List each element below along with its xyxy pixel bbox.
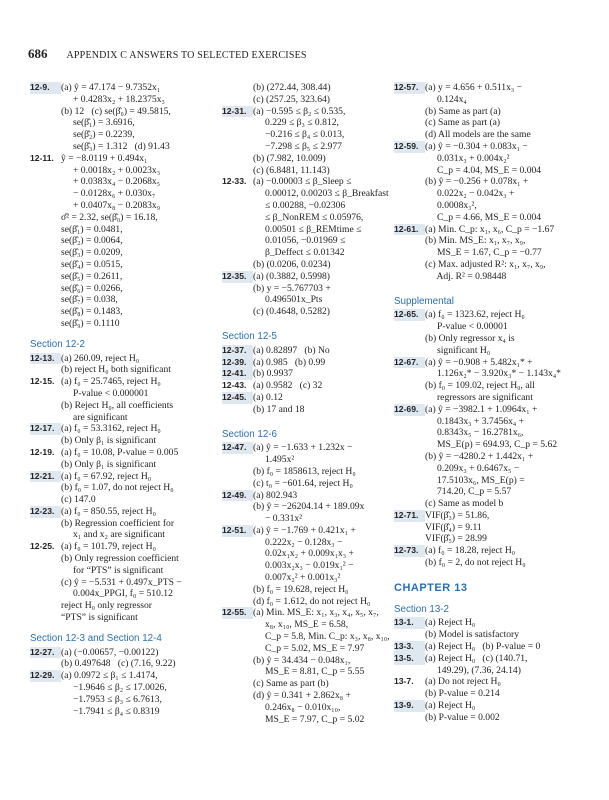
exercise-number: 12-33. xyxy=(222,176,247,187)
answer-line: (c) (0.4648, 0.5282) xyxy=(253,306,330,318)
exercise-entry xyxy=(222,357,392,369)
exercise-number: 12-39. xyxy=(222,357,253,369)
answer-line: (d) ŷ = 0.341 + 2.862x₈ + xyxy=(253,690,351,702)
answer-line: C_p = 4.04, MS_E = 0.004 xyxy=(425,164,542,176)
answer-line: for “PTS” is significant xyxy=(61,564,164,576)
exercise-number: 12-15. xyxy=(30,376,55,387)
exercise-entry xyxy=(30,506,220,518)
answer-line: (b) Only β₁ is significant xyxy=(61,458,157,470)
answer-line: ≤ 0.00288, −0.02306 xyxy=(253,199,346,211)
answer-line: Adj. R² = 0.98448 xyxy=(425,270,507,282)
exercise-entry xyxy=(30,153,220,165)
answer-text: (a) −0.00003 ≤ β_Sleep ≤ xyxy=(253,176,352,188)
answer-text: (a) f₀ = 101.79, reject H₀ xyxy=(61,541,156,553)
answer-line: (b) f₀ = 2, do not reject H₀ xyxy=(425,557,526,569)
page-number: 686 xyxy=(28,46,48,61)
answer-line: (b) ŷ = −4280.2 + 1.442x₁ + xyxy=(425,450,534,462)
answer-line: P-value < 0.00001 xyxy=(425,321,508,333)
answer-text: (a) 0.985 (b) 0.99 xyxy=(253,356,326,368)
exercise-entry xyxy=(30,541,220,553)
answer-line: + 0.0407x₈ − 0.2083x₉ xyxy=(61,199,161,211)
exercise-number: 12-61. xyxy=(394,224,425,236)
exercise-entry xyxy=(222,525,392,537)
exercise-entry xyxy=(222,490,392,502)
exercise-number: 12-65. xyxy=(394,309,425,321)
answer-line: reject H₀ only regressor xyxy=(61,600,152,612)
exercise-number: 13-9. xyxy=(394,700,425,712)
answer-line: (c) Same as model b xyxy=(425,498,504,510)
exercise-entry xyxy=(222,392,392,404)
answer-line: − 0.0128x₆ + 0.030x₇ xyxy=(61,188,156,200)
answer-line: 0.022x₂ − 0.042x₃ + xyxy=(425,188,515,200)
spacer xyxy=(394,283,586,287)
exercise-entry xyxy=(394,653,586,665)
answer-text: (a) (−0.00657, −0.00122) xyxy=(61,646,159,658)
answer-line: are significant xyxy=(61,411,128,423)
exercise-number: 12-19. xyxy=(30,446,55,457)
answer-line: 0.0008x₃², xyxy=(425,199,477,211)
exercise-number: 12-37. xyxy=(222,345,253,357)
answer-text: (a) f₀ = 18.28, reject H₀ xyxy=(425,545,516,557)
answer-text: (a) ŷ = −3982.1 + 1.0964x₁ + xyxy=(425,403,538,415)
exercise-number: 12-23. xyxy=(30,506,61,518)
answer-line: + 0.0018x₂ + 0.0023x₃ xyxy=(61,164,161,176)
answer-line: se(β̂₆) = 0.0266, xyxy=(61,282,123,294)
answer-line: (b) (0.0206, 0.0234) xyxy=(253,258,331,270)
exercise-entry xyxy=(222,345,392,357)
answer-line: (b) Regression coefficient for xyxy=(61,517,175,529)
answer-line: MS_E = 8.81, C_p = 5.55 xyxy=(253,666,365,678)
answer-line: β_Deffect ≤ 0.01342 xyxy=(253,247,345,259)
answer-line: (c) ŷ = −5.531 + 0.497x_PTS − xyxy=(61,576,182,588)
exercise-number: 12-51. xyxy=(222,525,253,537)
answer-line: σ̂² = 2.32, se(β̂₀) = 16.18, xyxy=(61,211,158,223)
exercise-number: 12-49. xyxy=(222,490,253,502)
exercise-entry xyxy=(30,82,220,94)
answer-line: 1.495x² xyxy=(253,454,295,466)
answer-line: −1.7941 ≤ β₄ ≤ 0.8319 xyxy=(61,705,160,717)
answer-text: (a) 0.82897 (b) No xyxy=(253,344,330,356)
answer-line: x₈, x₁₀, MS_E = 6.58, xyxy=(253,619,349,631)
exercise-entry xyxy=(30,647,220,659)
exercise-entry xyxy=(222,176,392,188)
answer-line: (b) 17 and 18 xyxy=(253,403,305,415)
section-heading: Supplemental xyxy=(394,295,454,307)
answer-text: (a) Reject H₀ xyxy=(425,700,476,712)
answer-line: 17.5103x₆, MS_E(p) = xyxy=(425,474,525,486)
answer-line: C_p = 5.02, MS_E = 7.97 xyxy=(253,642,365,654)
exercise-number: 12-71. xyxy=(394,510,425,522)
answer-line: −0.216 ≤ β₄ ≤ 0.013, xyxy=(253,129,345,141)
answer-line: se(β̂₂) = 0.2239, xyxy=(61,129,135,141)
answer-text: (a) 0.0972 ≤ β₁ ≤ 1.4174, xyxy=(61,670,158,682)
answer-text: (a) 802.943 xyxy=(253,489,298,501)
answers-column-1 xyxy=(30,82,220,717)
exercise-number: 12-41. xyxy=(222,368,253,380)
answer-text: (b) 0.9937 xyxy=(253,368,293,380)
answer-line: (b) 0.497648 (c) (7.16, 9.22) xyxy=(61,658,176,670)
exercise-number: 12-35. xyxy=(222,271,253,283)
answer-line: − 0.331x² xyxy=(253,513,303,525)
answer-line: C_p = 5.8, Min. C_p: x₃, x₈, x₁₀, xyxy=(253,631,390,643)
exercise-entry xyxy=(222,442,392,454)
answer-text: (a) ŷ = −0.908 + 5.482x₁* + xyxy=(425,356,533,368)
exercise-entry xyxy=(30,376,220,388)
exercise-number: 12-73. xyxy=(394,545,425,557)
exercise-entry xyxy=(394,224,586,236)
answer-line: se(β̂₃) = 0.0209, xyxy=(61,247,123,259)
answer-text: (a) ŷ = 47.174 − 9.7352x₁ xyxy=(61,82,161,93)
exercise-number: 12-43. xyxy=(222,380,247,391)
answer-line: −1.9646 ≤ β₂ ≤ 17.0026, xyxy=(61,682,167,694)
exercise-number: 12-27. xyxy=(30,647,61,659)
exercise-entry xyxy=(222,106,392,118)
answer-text: (a) Reject H₀ (b) P-value = 0 xyxy=(425,641,541,653)
exercise-number: 13-1. xyxy=(394,617,425,629)
answer-line: (b) f₀ = 19.628, reject H₀ xyxy=(253,583,349,595)
exercise-entry xyxy=(222,271,392,283)
exercise-entry xyxy=(394,309,586,321)
exercise-entry xyxy=(394,82,586,94)
exercise-number: 12-9. xyxy=(30,82,61,94)
answer-text: (a) f₀ = 10.08, P-value = 0.005 xyxy=(61,446,179,458)
page-header xyxy=(28,46,307,62)
answer-line: 0.222x₂ − 0.128x₃ − xyxy=(253,536,343,548)
exercise-number: 12-59. xyxy=(394,141,425,153)
answer-line: se(β̂₂) = 0.0064, xyxy=(61,235,123,247)
answer-line: se(β̂₉) = 0.1110 xyxy=(61,317,120,329)
exercise-entry xyxy=(394,545,586,557)
answer-line: (c) (6.8481, 11.143) xyxy=(253,164,330,176)
exercise-entry xyxy=(222,380,392,392)
answer-line: (b) ŷ = −0.256 + 0.078x₁ + xyxy=(425,176,529,188)
answer-line: (b) 12 (c) se(β̂₀) = 49.5815, xyxy=(61,105,171,117)
answer-line: 0.1843x₃ + 3.7456x₄ + xyxy=(425,415,525,427)
answer-line: −7.298 ≤ β₅ ≤ 2.977 xyxy=(253,140,342,152)
answer-line: 0.007x₂² + 0.001x₃² xyxy=(253,572,341,584)
answer-line: (d) f₀ = 1.612, do not reject H₀ xyxy=(253,595,371,607)
answer-text: (a) f₀ = 1323.62, reject H₀ xyxy=(425,309,525,321)
answer-line: ≤ β_NonREM ≤ 0.05976, xyxy=(253,211,364,223)
answer-text: (a) ŷ = −1.769 + 0.421x₁ + xyxy=(253,524,356,536)
answer-line: se(β̂₁) = 0.0481, xyxy=(61,223,123,235)
running-head: APPENDIX C ANSWERS TO SELECTED EXERCISES xyxy=(66,50,307,61)
answer-line: MS_E(p) = 694.93, C_p = 5.62 xyxy=(425,439,558,451)
answer-text: (a) 0.12 xyxy=(253,391,283,403)
answer-text: (a) f₀ = 53.3162, reject H₀ xyxy=(61,423,161,435)
exercise-entry xyxy=(30,447,220,459)
exercise-number: 13-5. xyxy=(394,653,425,665)
exercise-number: 12-11. xyxy=(30,152,54,163)
answer-line: 0.00501 ≤ β_REMtime ≤ xyxy=(253,223,362,235)
answer-line: 0.229 ≤ β₃ ≤ 0.812, xyxy=(253,117,339,129)
answer-line: (c) (257.25, 323.64) xyxy=(253,93,330,105)
answer-text: (a) Min. C_p: x₁, x₆, C_p = −1.67 xyxy=(425,223,555,235)
answer-line: (b) Reject H₀, all coefficients xyxy=(61,399,174,411)
answer-text: (a) Min. MS_E: x₁, x₃, x₄, x₅, x₇, xyxy=(253,607,379,619)
answer-text: (a) ŷ = −0.304 + 0.083x₁ − xyxy=(425,140,528,152)
exercise-entry xyxy=(394,641,586,653)
section-heading: Section 12-2 xyxy=(30,338,86,350)
answer-line: 0.209x₃ + 0.6467x₅ − xyxy=(425,462,520,474)
answer-text: (a) ŷ = −1.633 + 1.232x − xyxy=(253,442,353,454)
spacer xyxy=(222,318,392,322)
answer-text: (a) 0.9582 (c) 32 xyxy=(253,380,323,392)
exercise-number: 12-25. xyxy=(30,541,55,552)
answer-line: VIF(β̂₅) = 28.99 xyxy=(425,533,487,545)
exercise-entry xyxy=(394,510,586,522)
answer-line: “PTS” is significant xyxy=(61,612,138,624)
answer-line: 0.01056, −0.01969 ≤ xyxy=(253,235,346,247)
chapter-heading: CHAPTER 13 xyxy=(394,581,468,594)
answer-text: (a) Reject H₀ (c) (140.71, xyxy=(425,652,528,664)
exercise-number: 12-31. xyxy=(222,106,253,118)
answer-line: (b) P-value = 0.214 xyxy=(425,688,500,700)
answer-text: (a) Do not reject H₀ xyxy=(425,676,501,688)
answer-line: (c) Same as part (b) xyxy=(253,678,329,690)
exercise-number: 12-13. xyxy=(30,353,61,365)
exercise-number: 12-55. xyxy=(222,607,253,619)
answer-line: 0.246x₈ − 0.010x₁₀, xyxy=(253,701,341,713)
answer-line: VIF(β̂₄) = 9.11 xyxy=(425,521,482,533)
exercise-entry xyxy=(394,700,586,712)
answer-line: (b) y = −5.767703 + xyxy=(253,282,331,294)
answer-line: MS_E = 1.67, C_p = −0.77 xyxy=(425,247,542,259)
answer-line: se(β̂₁) = 3.6916, xyxy=(61,117,135,129)
answer-line: 714.20, C_p = 5.57 xyxy=(425,486,512,498)
exercise-number: 12-67. xyxy=(394,357,425,369)
answer-line: (b) Model is satisfactory xyxy=(425,629,520,641)
exercise-entry xyxy=(394,404,586,416)
exercise-entry xyxy=(222,607,392,619)
answer-text: (a) 260.09, reject H₀ xyxy=(61,352,140,364)
answers-column-2 xyxy=(222,82,392,725)
answer-line: + 0.4283x₂ + 18.2375x₃ xyxy=(61,93,165,105)
answer-line: (b) f₀ = 1.07, do not reject H₀ xyxy=(61,482,174,494)
answer-line: 0.003x₂x₃ − 0.019x₁² − xyxy=(253,560,354,572)
answer-text: ŷ = −8.0119 + 0.494x₁ xyxy=(61,152,148,164)
answer-line: (b) Only regressor x₄ is xyxy=(425,332,515,344)
answer-line: (c) Max. adjusted R²: x₁, x₇, x₉, xyxy=(425,258,546,270)
section-heading: Section 13-2 xyxy=(394,603,450,615)
answer-line: (b) P-value = 0.002 xyxy=(425,711,500,723)
answer-text: (a) (0.3882, 0.5998) xyxy=(253,270,330,282)
answer-text: (a) f₀ = 67.92, reject H₀ xyxy=(61,470,152,482)
answer-line: (b) reject H₀ both significant xyxy=(61,364,171,376)
answer-line: (b) Only β₁ is significant xyxy=(61,435,157,447)
answer-text: (a) f₀ = 25.7465, reject H₀ xyxy=(61,376,161,388)
exercise-entry xyxy=(222,368,392,380)
answer-line: 0.02x₁x₂ + 0.009x₁x₃ + xyxy=(253,548,354,560)
answer-text: (a) Reject H₀ xyxy=(425,617,476,629)
answer-line: (b) ŷ = 34.434 − 0.048x₁, xyxy=(253,654,351,666)
answer-line: (b) f₀ = 1858613, reject H₀ xyxy=(253,465,356,477)
answer-text: (a) −0.595 ≤ β₂ ≤ 0.535, xyxy=(253,105,346,117)
exercise-entry xyxy=(394,357,586,369)
exercise-number: 12-17. xyxy=(30,423,61,435)
answer-text: (a) y = 4.656 + 0.511x₃ − xyxy=(425,82,523,93)
answer-line: (b) f₀ = 109.02, reject H₀, all xyxy=(425,380,535,392)
answer-line: (b) (7.982, 10.009) xyxy=(253,152,326,164)
exercise-entry xyxy=(30,423,220,435)
exercise-entry xyxy=(394,676,586,688)
answer-line: (b) Same as part (a) xyxy=(425,105,501,117)
answer-line: −1.7953 ≤ β₃ ≤ 6.7613, xyxy=(61,693,162,705)
answer-line: 1.126x₂* − 3.920x₃* − 1.143x₄* xyxy=(425,368,561,380)
exercise-number: 12-47. xyxy=(222,442,253,454)
exercise-number: 12-21. xyxy=(30,471,61,483)
exercise-number: 12-69. xyxy=(394,404,425,416)
exercise-number: 13-7. xyxy=(394,676,414,687)
answer-line: 0.8343x₅ − 16.2781x₆, xyxy=(425,427,524,439)
answer-line: (b) Min. MS_E: x₁, x₇, x₉, xyxy=(425,235,526,247)
answer-line: 0.124x₄ xyxy=(425,93,467,105)
answer-line: + 0.0383x₄ − 0.2068x₅ xyxy=(61,176,161,188)
section-heading: Section 12-6 xyxy=(222,428,278,440)
answer-line: (c) Same as part (a) xyxy=(425,117,501,129)
section-heading: Section 12-5 xyxy=(222,330,278,342)
answer-line: MS_E = 7.97, C_p = 5.02 xyxy=(253,713,365,725)
answer-line: se(β̂₅) = 0.2611, xyxy=(61,270,123,282)
answer-line: (c) 147.0 xyxy=(61,494,96,506)
exercise-number: 12-45. xyxy=(222,392,253,404)
answer-line: 0.004x_PPGI, f₀ = 510.12 xyxy=(61,588,173,600)
answer-line: (b) (272.44, 308.44) xyxy=(253,82,331,93)
answer-line: se(β̂₃) = 1.312 (d) 91.43 xyxy=(61,140,170,152)
answer-line: significant H₀ xyxy=(425,344,491,356)
answer-line: (b) Only regression coefficient xyxy=(61,553,179,565)
answer-line: se(β̂₇) = 0.038, xyxy=(61,294,118,306)
answer-text: VIF(β̂₃) = 51.86, xyxy=(425,509,490,521)
answers-column-3 xyxy=(394,82,586,724)
answer-line: (b) ŷ = −26204.14 + 189.09x xyxy=(253,501,365,513)
answer-line: C_p = 4.66, MS_E = 0.004 xyxy=(425,211,542,223)
exercise-entry xyxy=(30,353,220,365)
section-heading: Section 12-3 and Section 12-4 xyxy=(30,632,162,644)
answer-text: (a) f₀ = 850.55, reject H₀ xyxy=(61,505,156,517)
answer-line: regressors are significant xyxy=(425,391,533,403)
exercise-entry xyxy=(394,617,586,629)
exercise-entry xyxy=(30,471,220,483)
answer-line: x₁ and x₂ are significant xyxy=(61,529,165,541)
exercise-entry xyxy=(30,670,220,682)
answer-line: (d) All models are the same xyxy=(425,129,531,141)
answer-line: 149.29), (7.36, 24.14) xyxy=(425,664,521,676)
answer-line: se(β̂₄) = 0.0515, xyxy=(61,258,123,270)
exercise-entry xyxy=(394,141,586,153)
answer-line: (c) t₀ = −601.64, reject H₀ xyxy=(253,477,353,489)
answer-line: 0.00012, 0.00203 ≤ β_Breakfast xyxy=(253,188,389,200)
exercise-number: 12-29. xyxy=(30,670,61,682)
answer-line: P-value < 0.000001 xyxy=(61,387,149,399)
exercise-number: 12-57. xyxy=(394,82,425,94)
answer-line: se(β̂₈) = 0.1483, xyxy=(61,306,123,318)
exercise-number: 13-3. xyxy=(394,641,425,653)
answer-line: 0.031x₃ + 0.004x₂² xyxy=(425,152,510,164)
spacer xyxy=(222,416,392,420)
answer-line: 0.496501x_Pts xyxy=(253,294,323,306)
